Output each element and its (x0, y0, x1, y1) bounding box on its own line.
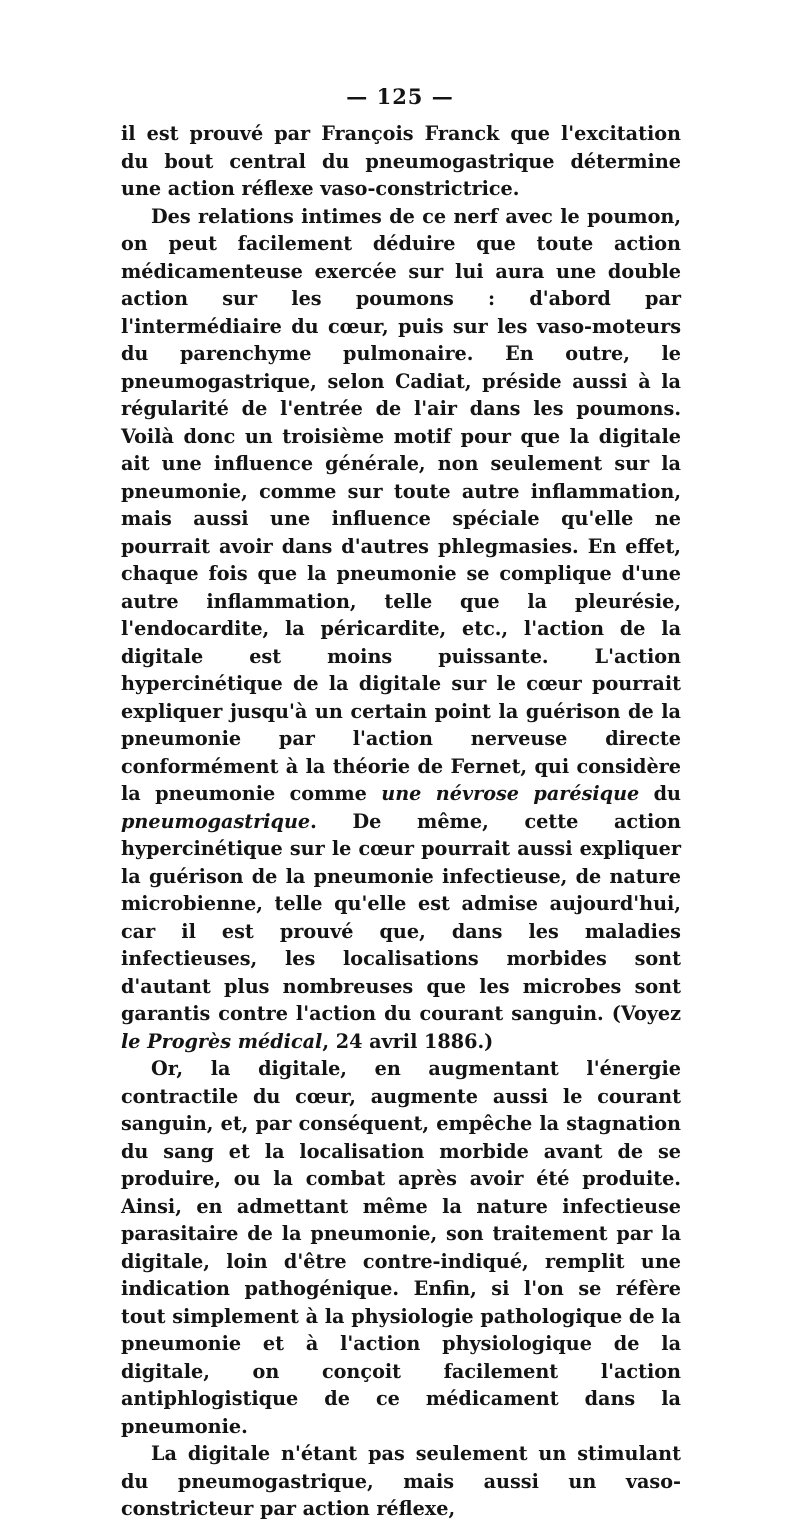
text-segment: il est prouvé par François Franck que l'excitation du bout central du pneumogastrique détermine une action réflexe vaso-constrictrice. (121, 122, 681, 200)
text-segment: Des relations intimes de ce nerf avec le poumon, on peut facilement déduire que toute action médicamenteuse exercée sur lui aura une double action sur les poumons : d'abord par l'intermédiaire du cœur, puis sur les vaso-moteurs du parenchyme pulmonaire. En outre, le pneumogastrique, selon Cadiat, préside aussi à la régularité de l'entrée de l'air dans les poumons. Voilà donc un troisième motif pour que la digitale ait une influence générale, non seulement sur la pneumonie, comme sur toute autre inflammation, mais aussi une influence spéciale qu'elle ne pourrait avoir dans d'autres phlegmasies. En effet, chaque fois que la pneumonie se complique d'une autre inflammation, telle que la pleurésie, l'endocardite, la péricardite, etc., l'action de la digitale est moins puissante. L'action hypercinétique de la digitale sur le cœur pourrait expliquer jusqu'à un certain point la guérison de la pneumonie par l'action nerveuse directe conformément à la théorie de Fernet, qui considère la pneumonie comme (121, 204, 681, 805)
paragraph (121, 1055, 681, 1440)
italic-segment: pneumogastrique (121, 809, 311, 833)
italic-segment: une névrose parésique (381, 782, 640, 805)
paragraph (121, 120, 681, 203)
italic-segment: le Progrès médical (121, 1029, 323, 1053)
paragraph (121, 1440, 681, 1523)
paragraph (121, 203, 681, 1056)
text-segment: , 24 avril 1886.) (322, 1029, 494, 1053)
text-segment: Or, la digitale, en augmentant l'énergie contractile du cœur, augmente aussi le courant sanguin, et, par conséquent, empêche la stagnation du sang et la localisation morbide avant de se produire, ou la combat après avoir été produite. Ainsi, en admettant même la nature infectieuse parasitaire de la pneumonie, son traitement par la digitale, loin d'être contre-indiqué, remplit une indication pathogénique. Enfin, si l'on se réfère tout simplement à la physiologie pathologique de la pneumonie et à l'action physiologique de la digitale, on conçoit facilement l'action antiphlogistique de ce médicament dans la pneumonie. (121, 1057, 681, 1438)
text-segment: . De même, cette action hypercinétique sur le cœur pourrait aussi expliquer la guérison de la pneumonie infectieuse, de nature microbienne, telle qu'elle est admise aujourd'hui, car il est prouvé que, dans les maladies infectieuses, les localisations morbides sont d'autant plus nombreuses que les microbes sont garantis contre l'action du courant sanguin. (Voyez (121, 809, 681, 1025)
body-text (121, 120, 681, 1523)
page-number: — 125 — (346, 84, 454, 109)
text-segment: La digitale n'étant pas seulement un stimulant du pneumogastrique, mais aussi un vaso-constricteur par action réflexe, (121, 1442, 681, 1520)
text-segment: du (639, 782, 681, 805)
